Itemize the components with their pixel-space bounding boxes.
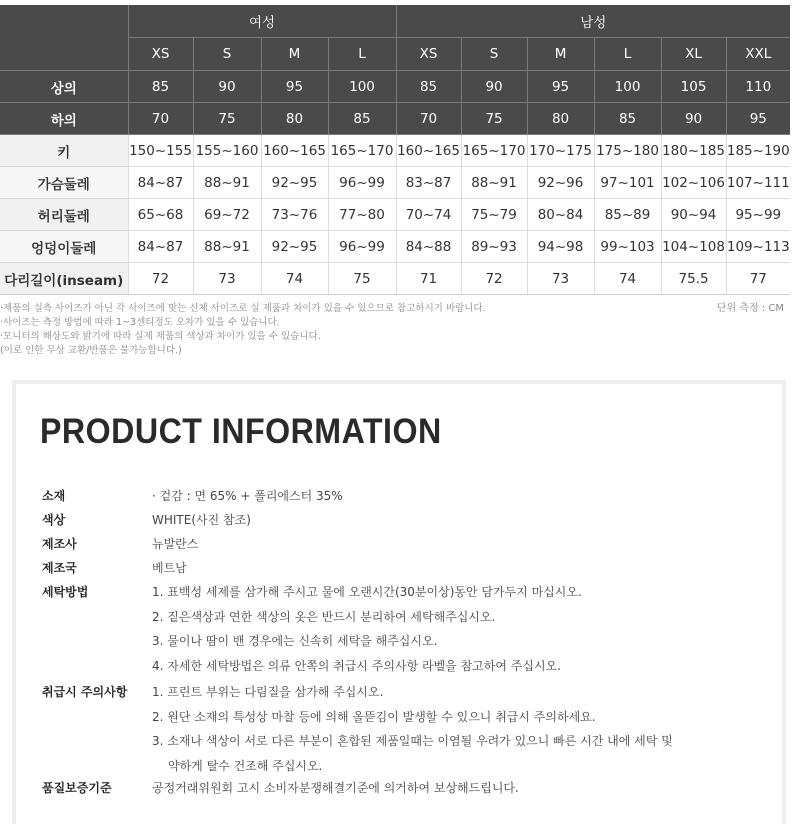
row-label: 다리길이(inseam) [0,263,128,295]
info-value: 3. 소재나 색상이 서로 다른 부분이 혼합된 제품일때는 이염될 우려가 있으니 빠른 시간 내에 세탁 및 [152,734,673,748]
note-line: ·사이즈는 측정 방법에 따라 1~3센티정도 오차가 있을 수 있습니다. [0,317,280,328]
info-key: 소재 [42,489,66,503]
info-key: 세탁방법 [42,585,89,599]
info-value: 베트남 [152,561,187,575]
size-header: XL [661,38,726,71]
info-value: 뉴발란스 [152,537,199,551]
size-header: S [461,38,527,71]
info-value: 1. 프린트 부위는 다림질을 삼가해 주십시오. [152,685,384,699]
size-cell: 72 [128,263,193,295]
info-value: · 겉감 : 면 65% + 폴리에스터 35% [152,489,343,503]
unit-label: 단위 측정 : CM [716,303,784,314]
size-header: M [261,38,328,71]
size-table [0,5,790,295]
product-information-panel [12,380,786,824]
size-cell: 74 [594,263,661,295]
size-cell: 104~108 [661,231,726,263]
size-cell: 150~155 [128,135,193,167]
info-key: 취급시 주의사항 [42,685,128,699]
info-key: 품질보증기준 [42,781,112,795]
size-cell: 77~80 [328,199,396,231]
size-cell: 70 [128,103,193,135]
size-cell: 72 [461,263,527,295]
size-cell: 90 [661,103,726,135]
row-label: 엉덩이둘레 [0,231,128,263]
size-cell: 95 [527,71,594,103]
size-cell: 160~165 [396,135,461,167]
size-cell: 165~170 [328,135,396,167]
size-cell: 96~99 [328,231,396,263]
row-label: 하의 [0,103,128,135]
size-cell: 88~91 [461,167,527,199]
size-row [0,199,790,231]
size-cell: 74 [261,263,328,295]
size-cell: 89~93 [461,231,527,263]
size-cell: 85 [396,71,461,103]
size-cell: 165~170 [461,135,527,167]
size-cell: 95~99 [726,199,790,231]
size-row [0,103,790,135]
size-cell: 70 [396,103,461,135]
info-value: 4. 자세한 세탁방법은 의류 안쪽의 취급시 주의사항 라벨을 참고하여 주십시오. [152,658,561,673]
info-key: 제조사 [42,537,77,551]
size-header: XS [396,38,461,71]
size-cell: 80 [261,103,328,135]
note-line: ·제품의 실측 사이즈가 아닌 각 사이즈에 맞는 신체 사이즈로 실 제품과 차이가 있을 수 있으므로 참고하시기 바랍니다. [0,303,486,314]
size-cell: 90~94 [661,199,726,231]
note-line: ·모니터의 해상도와 밝기에 따라 실제 제품의 색상과 차이가 있을 수 있습니다. [0,331,321,342]
size-cell: 85~89 [594,199,661,231]
size-cell: 100 [328,71,396,103]
size-cell: 75 [193,103,261,135]
size-cell: 94~98 [527,231,594,263]
size-row [0,135,790,167]
size-cell: 71 [396,263,461,295]
note-line: (이로 인한 무상 교환/반품은 불가능합니다.) [0,345,182,356]
size-cell: 95 [261,71,328,103]
size-notes [0,302,790,358]
row-label: 가슴둘레 [0,167,128,199]
size-header: S [193,38,261,71]
product-information-title: PRODUCT INFORMATION [40,412,442,451]
size-cell: 185~190 [726,135,790,167]
size-cell: 73~76 [261,199,328,231]
size-header: L [328,38,396,71]
size-cell: 170~175 [527,135,594,167]
size-cell: 175~180 [594,135,661,167]
size-cell: 84~87 [128,167,193,199]
size-cell: 100 [594,71,661,103]
size-cell: 75~79 [461,199,527,231]
size-cell: 92~95 [261,167,328,199]
size-cell: 73 [527,263,594,295]
size-cell: 160~165 [261,135,328,167]
info-value: 2. 원단 소재의 특성상 마찰 등에 의해 올뜯김이 발생할 수 있으니 취급시 주의하세요. [152,709,596,724]
size-cell: 85 [128,71,193,103]
table-corner [0,5,128,71]
info-value: 1. 표백성 세제를 삼가해 주시고 물에 오랜시간(30분이상)동안 담가두지 마십시오. [152,585,582,599]
size-cell: 99~103 [594,231,661,263]
size-cell: 70~74 [396,199,461,231]
size-cell: 75 [328,263,396,295]
size-cell: 109~113 [726,231,790,263]
row-label: 키 [0,135,128,167]
info-key: 색상 [42,513,66,527]
size-cell: 155~160 [193,135,261,167]
size-cell: 88~91 [193,231,261,263]
size-cell: 102~106 [661,167,726,199]
size-cell: 85 [594,103,661,135]
size-cell: 88~91 [193,167,261,199]
info-value: 3. 물이나 땀이 밴 경우에는 신속히 세탁을 해주십시오. [152,634,438,648]
size-header: L [594,38,661,71]
size-header: M [527,38,594,71]
size-cell: 80 [527,103,594,135]
size-row [0,263,790,295]
size-cell: 105 [661,71,726,103]
size-cell: 180~185 [661,135,726,167]
size-cell: 69~72 [193,199,261,231]
size-cell: 73 [193,263,261,295]
size-cell: 85 [328,103,396,135]
gender-header-row [0,5,790,38]
size-header: XXL [726,38,790,71]
size-cell: 80~84 [527,199,594,231]
size-cell: 92~95 [261,231,328,263]
size-cell: 92~96 [527,167,594,199]
size-cell: 110 [726,71,790,103]
info-value: WHITE(사진 참조) [152,513,251,527]
size-row [0,231,790,263]
size-row [0,167,790,199]
group-header-women: 여성 [128,5,396,38]
size-cell: 84~88 [396,231,461,263]
size-header: XS [128,38,193,71]
size-cell: 75 [461,103,527,135]
info-key: 제조국 [42,561,77,575]
info-value: 약하게 탈수 건조해 주십시오. [168,758,323,773]
info-value: 2. 짙은색상과 연한 색상의 옷은 반드시 분리하여 세탁해주십시오. [152,609,496,624]
size-cell: 83~87 [396,167,461,199]
size-cell: 77 [726,263,790,295]
size-cell: 84~87 [128,231,193,263]
size-cell: 75.5 [661,263,726,295]
info-value: 공정거래위원회 고시 소비자분쟁해결기준에 의거하여 보상해드립니다. [152,781,519,795]
size-cell: 90 [461,71,527,103]
size-cell: 107~111 [726,167,790,199]
group-header-men: 남성 [396,5,790,38]
size-cell: 95 [726,103,790,135]
row-label: 허리둘레 [0,199,128,231]
size-cell: 96~99 [328,167,396,199]
row-label: 상의 [0,71,128,103]
size-cell: 97~101 [594,167,661,199]
size-cell: 65~68 [128,199,193,231]
size-row [0,71,790,103]
size-cell: 90 [193,71,261,103]
